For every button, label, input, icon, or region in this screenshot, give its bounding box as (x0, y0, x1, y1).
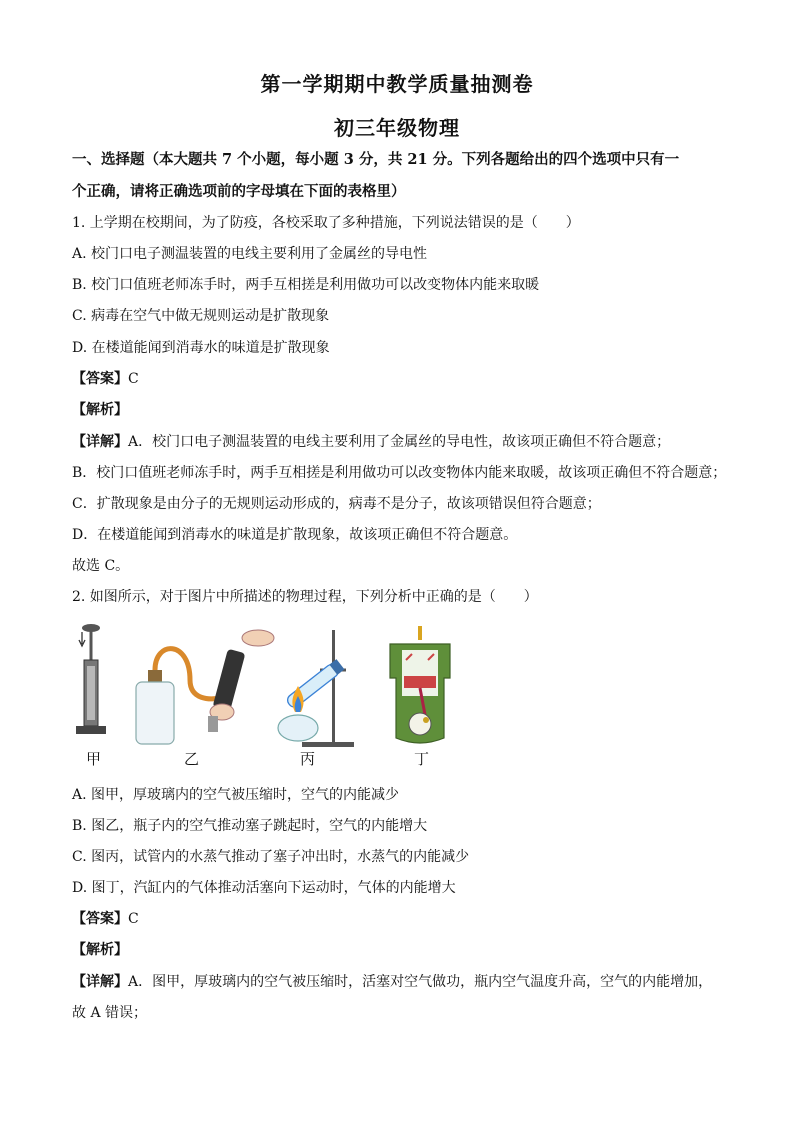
bottle-pump-illustration (136, 630, 274, 744)
q2-detail-line1 (72, 972, 732, 992)
figure-label-bing: 丙 (300, 750, 316, 768)
section-heading-line1: 一、选择题（本大题共 7 个小题，每小题 3 分，共 21 分。下列各题给出的四个选项中只有一 (72, 151, 680, 168)
q1-detail-b: B．校门口值班老师冻手时，两手互相搓是利用做功可以改变物体内能来取暖，故该项正确但不符合题意； (72, 465, 727, 481)
q1-detail-d: D．在楼道能闻到消毒水的味道是扩散现象，故该项正确但不符合题意。 (72, 527, 518, 543)
figure-label-ding: 丁 (414, 750, 430, 768)
document-subtitle: 初三年级物理 (334, 116, 460, 140)
q1-option-b: B. 校门口值班老师冻手时，两手互相搓是利用做功可以改变物体内能来取暖 (72, 277, 540, 293)
q1-answer (72, 369, 732, 389)
q1-stem: 1. 上学期在校期间，为了防疫，各校采取了多种措施，下列说法错误的是（ ） (72, 215, 580, 231)
q2-option-a: A. 图甲，厚玻璃内的空气被压缩时，空气的内能减少 (72, 787, 400, 803)
q2-detail-label: 【详解】 (72, 974, 128, 990)
document-title: 第一学期期中教学质量抽测卷 (260, 72, 534, 96)
q1-answer-label: 【答案】 (72, 371, 128, 387)
q1-detail-a (72, 432, 732, 452)
q2-stem: 2. 如图所示，对于图片中所描述的物理过程，下列分析中正确的是（ ） (72, 589, 538, 605)
q2-detail-line1-text: A．图甲，厚玻璃内的空气被压缩时，活塞对空气做功，瓶内空气温度升高，空气的内能增加， (128, 974, 713, 990)
q1-detail-label: 【详解】 (72, 434, 128, 450)
q1-analysis-label: 【解析】 (72, 402, 128, 418)
q1-option-c: C. 病毒在空气中做无规则运动是扩散现象 (72, 308, 330, 324)
q1-answer-value: C (128, 371, 139, 387)
q2-option-b: B. 图乙，瓶子内的空气推动塞子跳起时，空气的内能增大 (72, 818, 428, 834)
q2-answer (72, 909, 732, 929)
q2-figure-illustrations (70, 620, 470, 750)
q2-answer-label: 【答案】 (72, 911, 128, 927)
engine-cylinder-illustration (390, 626, 450, 743)
q1-option-a: A. 校门口电子测温装置的电线主要利用了金属丝的导电性 (72, 246, 428, 262)
q2-option-d: D. 图丁，汽缸内的气体推动活塞向下运动时，气体的内能增大 (72, 880, 456, 896)
fire-syringe-illustration (76, 624, 106, 734)
q2-analysis-label: 【解析】 (72, 942, 128, 958)
figure-label-yi: 乙 (184, 750, 200, 768)
q2-figure (70, 620, 470, 770)
section-heading-line2: 个正确，请将正确选项前的字母填在下面的表格里） (72, 183, 406, 200)
figure-label-jia: 甲 (86, 750, 102, 768)
q1-option-d: D. 在楼道能闻到消毒水的味道是扩散现象 (72, 340, 330, 356)
q1-conclusion: 故选 C。 (72, 558, 130, 574)
q1-detail-c: C．扩散现象是由分子的无规则运动形成的，病毒不是分子，故该项错误但符合题意； (72, 496, 601, 512)
test-tube-burner-illustration (278, 630, 354, 747)
q2-detail-line2: 故 A 错误； (72, 1005, 148, 1021)
q1-detail-a-text: A．校门口电子测温装置的电线主要利用了金属丝的导电性，故该项正确但不符合题意； (128, 434, 671, 450)
q2-answer-value: C (128, 911, 139, 927)
q2-option-c: C. 图丙，试管内的水蒸气推动了塞子冲出时，水蒸气的内能减少 (72, 849, 470, 865)
